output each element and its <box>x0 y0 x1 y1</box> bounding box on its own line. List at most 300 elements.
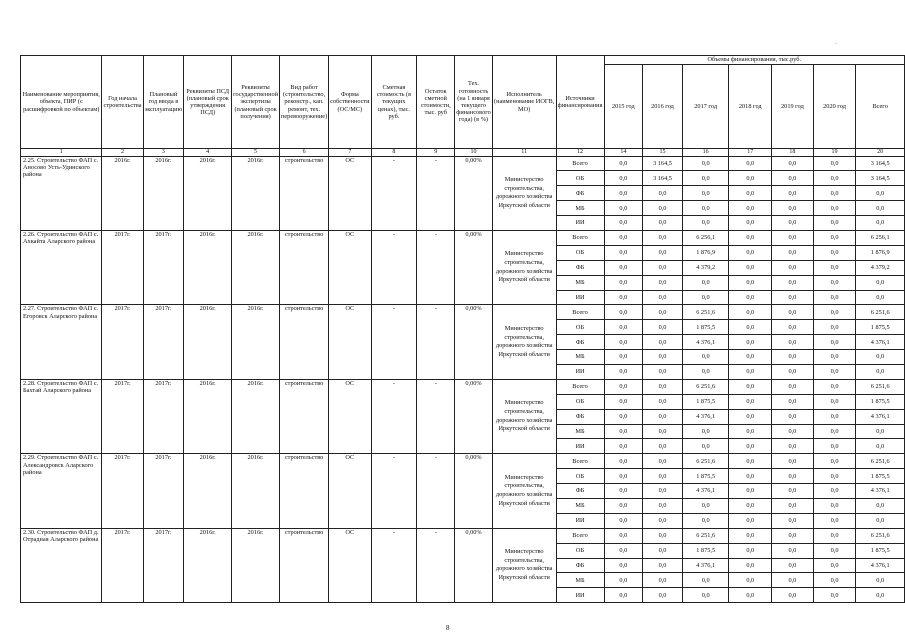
psd-date: 2016г. <box>184 528 232 602</box>
funding-source: МБ <box>556 424 604 439</box>
funding-value: 1 876,9 <box>682 245 729 260</box>
funding-value: 0,0 <box>643 513 683 528</box>
funding-value: 0,0 <box>772 201 814 216</box>
funding-value: 0,0 <box>604 558 643 573</box>
funding-value: 0,0 <box>682 439 729 454</box>
funding-value: 0,0 <box>604 260 643 275</box>
funding-value: 0,0 <box>643 424 683 439</box>
funding-value: 6 251,6 <box>856 379 905 394</box>
funding-source: ОБ <box>556 543 604 558</box>
funding-value: 0,0 <box>643 335 683 350</box>
funding-value: 0,0 <box>604 439 643 454</box>
remaining-cost: - <box>417 305 455 379</box>
work-type: строительство <box>280 156 329 230</box>
column-number: 19 <box>813 149 856 157</box>
funding-value: 0,0 <box>772 588 814 603</box>
funding-value: 4 376,1 <box>682 558 729 573</box>
funding-value: 0,0 <box>643 305 683 320</box>
column-number: 20 <box>856 149 905 157</box>
funding-value: 0,0 <box>604 394 643 409</box>
column-number: 15 <box>643 149 683 157</box>
funding-value: 1 875,5 <box>856 320 905 335</box>
funding-value: 0,0 <box>643 484 683 499</box>
header-executor: Исполнитель (наименование ИОГВ, МО) <box>492 56 556 149</box>
start-year: 2017г. <box>102 454 143 528</box>
funding-value: 0,0 <box>643 230 683 245</box>
funding-value: 0,0 <box>772 424 814 439</box>
funding-value: 0,0 <box>856 290 905 305</box>
funding-value: 0,0 <box>604 335 643 350</box>
header-commission-year: Плановый год ввода в эксплуатацию <box>143 56 184 149</box>
tech-readiness: 0,00% <box>455 528 493 602</box>
funding-value: 0,0 <box>682 498 729 513</box>
funding-source: Всего <box>556 528 604 543</box>
funding-value: 0,0 <box>813 364 856 379</box>
funding-value: 0,0 <box>813 216 856 231</box>
funding-source: Всего <box>556 379 604 394</box>
funding-value: 0,0 <box>729 498 772 513</box>
funding-value: 0,0 <box>813 439 856 454</box>
funding-value: 0,0 <box>729 454 772 469</box>
funding-value: 0,0 <box>772 469 814 484</box>
funding-value: 0,0 <box>729 305 772 320</box>
estimate-cost: - <box>371 230 417 304</box>
funding-value: 4 379,2 <box>682 260 729 275</box>
funding-source: Всего <box>556 156 604 171</box>
funding-value: 0,0 <box>604 171 643 186</box>
executor: Министерство строительства, дорожного хозяйства Иркутской области <box>492 305 556 379</box>
funding-value: 0,0 <box>772 439 814 454</box>
funding-value: 0,0 <box>813 245 856 260</box>
psd-date: 2016г. <box>184 305 232 379</box>
funding-value: 0,0 <box>729 350 772 365</box>
funding-value: 0,0 <box>856 588 905 603</box>
funding-value: 0,0 <box>643 543 683 558</box>
funding-value: 0,0 <box>856 424 905 439</box>
funding-value: 0,0 <box>604 379 643 394</box>
commission-year: 2017г. <box>143 230 184 304</box>
funding-value: 0,0 <box>729 379 772 394</box>
funding-value: 0,0 <box>813 171 856 186</box>
start-year: 2017г. <box>102 230 143 304</box>
funding-value: 0,0 <box>813 350 856 365</box>
object-name: 2.26. Строительство ФАП с. Ахкайта Аларского района <box>21 230 102 304</box>
expertise-date: 2016г. <box>232 528 280 602</box>
funding-value: 0,0 <box>604 245 643 260</box>
header-work-type: Вид работ (строительство, реконстр., кап. ремонт, тех. перевооружение) <box>280 56 329 149</box>
funding-value: 0,0 <box>813 513 856 528</box>
funding-source: МБ <box>556 573 604 588</box>
funding-value: 0,0 <box>856 275 905 290</box>
funding-value: 0,0 <box>604 498 643 513</box>
funding-value: 0,0 <box>643 588 683 603</box>
funding-value: 0,0 <box>682 573 729 588</box>
funding-value: 0,0 <box>604 364 643 379</box>
funding-value: 0,0 <box>772 305 814 320</box>
funding-source: ИИ <box>556 290 604 305</box>
work-type: строительство <box>280 528 329 602</box>
funding-value: 0,0 <box>729 156 772 171</box>
funding-value: 0,0 <box>856 439 905 454</box>
funding-value: 4 376,1 <box>856 484 905 499</box>
funding-value: 0,0 <box>643 320 683 335</box>
expertise-date: 2016г. <box>232 156 280 230</box>
funding-value: 6 256,1 <box>856 230 905 245</box>
start-year: 2017г. <box>102 528 143 602</box>
executor: Министерство строительства, дорожного хозяйства Иркутской области <box>492 528 556 602</box>
work-type: строительство <box>280 379 329 453</box>
table-row <box>21 156 905 171</box>
funding-value: 1 875,5 <box>682 394 729 409</box>
funding-value: 0,0 <box>813 528 856 543</box>
funding-source: ОБ <box>556 245 604 260</box>
remaining-cost: - <box>417 528 455 602</box>
estimate-cost: - <box>371 454 417 528</box>
executor: Министерство строительства, дорожного хозяйства Иркутской области <box>492 379 556 453</box>
funding-value: 6 251,6 <box>682 454 729 469</box>
funding-source: Всего <box>556 230 604 245</box>
funding-value: 0,0 <box>772 186 814 201</box>
object-name: 2.25. Строительство ФАП с. Аносово Усть-Удинского района <box>21 156 102 230</box>
funding-value: 0,0 <box>813 409 856 424</box>
funding-value: 0,0 <box>856 498 905 513</box>
funding-value: 0,0 <box>729 335 772 350</box>
funding-source: ОБ <box>556 394 604 409</box>
tech-readiness: 0,00% <box>455 305 493 379</box>
funding-value: 0,0 <box>729 186 772 201</box>
start-year: 2017г. <box>102 305 143 379</box>
expertise-date: 2016г. <box>232 454 280 528</box>
funding-source: ИИ <box>556 513 604 528</box>
remaining-cost: - <box>417 379 455 453</box>
funding-source: ФБ <box>556 484 604 499</box>
funding-value: 0,0 <box>813 394 856 409</box>
column-number: 8 <box>371 149 417 157</box>
estimate-cost: - <box>371 305 417 379</box>
funding-value: 0,0 <box>643 498 683 513</box>
funding-value: 0,0 <box>813 498 856 513</box>
funding-value: 0,0 <box>729 513 772 528</box>
column-number: 2 <box>102 149 143 157</box>
funding-value: 0,0 <box>813 335 856 350</box>
funding-source: МБ <box>556 498 604 513</box>
funding-value: 0,0 <box>772 335 814 350</box>
document-sheet <box>20 55 905 603</box>
funding-value: 0,0 <box>772 528 814 543</box>
funding-value: 0,0 <box>813 320 856 335</box>
funding-value: 4 376,1 <box>682 484 729 499</box>
funding-value: 0,0 <box>729 558 772 573</box>
work-type: строительство <box>280 454 329 528</box>
funding-value: 4 376,1 <box>856 335 905 350</box>
table-row <box>21 528 905 543</box>
funding-value: 0,0 <box>813 484 856 499</box>
corner-mark: · <box>835 40 838 48</box>
funding-value: 0,0 <box>729 245 772 260</box>
table-row <box>21 305 905 320</box>
funding-value: 0,0 <box>604 350 643 365</box>
funding-source: ИИ <box>556 439 604 454</box>
header-funding-group: Объемы финансирования, тыс.руб. <box>604 56 905 65</box>
header-expertise: Реквизиты государственной экспертизы (плановый срок получения) <box>232 56 280 149</box>
psd-date: 2016г. <box>184 230 232 304</box>
funding-value: 0,0 <box>729 469 772 484</box>
funding-value: 0,0 <box>813 275 856 290</box>
funding-value: 0,0 <box>682 290 729 305</box>
funding-value: 0,0 <box>604 186 643 201</box>
funding-value: 0,0 <box>643 350 683 365</box>
estimate-cost: - <box>371 528 417 602</box>
funding-value: 0,0 <box>643 394 683 409</box>
funding-value: 0,0 <box>643 260 683 275</box>
funding-value: 0,0 <box>729 216 772 231</box>
funding-value: 0,0 <box>604 454 643 469</box>
funding-value: 3 164,5 <box>856 156 905 171</box>
funding-value: 0,0 <box>729 260 772 275</box>
commission-year: 2017г. <box>143 379 184 453</box>
funding-value: 0,0 <box>682 186 729 201</box>
funding-source: ФБ <box>556 335 604 350</box>
commission-year: 2016г. <box>143 156 184 230</box>
funding-value: 0,0 <box>772 364 814 379</box>
funding-value: 0,0 <box>772 543 814 558</box>
funding-value: 0,0 <box>813 379 856 394</box>
funding-value: 1 875,5 <box>682 469 729 484</box>
funding-value: 0,0 <box>772 498 814 513</box>
column-number: 3 <box>143 149 184 157</box>
funding-value: 0,0 <box>813 588 856 603</box>
funding-value: 0,0 <box>856 513 905 528</box>
ownership-form: ОС <box>329 379 371 453</box>
funding-value: 0,0 <box>643 245 683 260</box>
funding-value: 0,0 <box>643 528 683 543</box>
funding-value: 3 164,5 <box>643 156 683 171</box>
header-year-2015: 2015 год <box>604 65 643 149</box>
funding-source: Всего <box>556 305 604 320</box>
funding-value: 3 164,5 <box>856 171 905 186</box>
funding-value: 0,0 <box>729 275 772 290</box>
funding-value: 1 875,5 <box>856 394 905 409</box>
column-number: 5 <box>232 149 280 157</box>
funding-value: 0,0 <box>604 275 643 290</box>
funding-value: 0,0 <box>682 275 729 290</box>
funding-value: 0,0 <box>604 201 643 216</box>
psd-date: 2016г. <box>184 156 232 230</box>
funding-value: 0,0 <box>813 230 856 245</box>
work-type: строительство <box>280 230 329 304</box>
funding-value: 0,0 <box>729 588 772 603</box>
funding-source: ФБ <box>556 260 604 275</box>
funding-value: 0,0 <box>772 513 814 528</box>
expertise-date: 2016г. <box>232 305 280 379</box>
funding-value: 0,0 <box>772 290 814 305</box>
funding-value: 0,0 <box>604 290 643 305</box>
ownership-form: ОС <box>329 230 371 304</box>
header-remaining: Остаток сметной стоимости, тыс. руб <box>417 56 455 149</box>
financing-table <box>20 55 905 603</box>
funding-value: 0,0 <box>772 573 814 588</box>
funding-value: 6 251,6 <box>856 454 905 469</box>
funding-value: 0,0 <box>856 216 905 231</box>
funding-value: 0,0 <box>643 409 683 424</box>
column-number: 17 <box>729 149 772 157</box>
funding-value: 0,0 <box>643 216 683 231</box>
executor: Министерство строительства, дорожного хозяйства Иркутской области <box>492 156 556 230</box>
funding-value: 0,0 <box>682 171 729 186</box>
tech-readiness: 0,00% <box>455 230 493 304</box>
funding-value: 0,0 <box>604 216 643 231</box>
funding-value: 0,0 <box>772 409 814 424</box>
funding-value: 0,0 <box>772 275 814 290</box>
funding-value: 4 376,1 <box>682 335 729 350</box>
funding-source: ОБ <box>556 469 604 484</box>
header-sources: Источники финансирования <box>556 56 604 149</box>
column-number: 14 <box>604 149 643 157</box>
estimate-cost: - <box>371 379 417 453</box>
start-year: 2016г. <box>102 156 143 230</box>
funding-value: 4 376,1 <box>856 409 905 424</box>
header-psd: Реквизиты ПСД (плановый срок утверждения ПСД) <box>184 56 232 149</box>
expertise-date: 2016г. <box>232 379 280 453</box>
funding-value: 0,0 <box>729 364 772 379</box>
column-number: 12 <box>556 149 604 157</box>
header-name: Наименование мероприятия, объекта, ПИР (с расшифровкой по объектам) <box>21 56 102 149</box>
commission-year: 2017г. <box>143 528 184 602</box>
funding-value: 0,0 <box>729 394 772 409</box>
funding-value: 0,0 <box>729 409 772 424</box>
funding-value: 4 376,1 <box>856 558 905 573</box>
funding-source: ИИ <box>556 364 604 379</box>
funding-value: 6 251,6 <box>682 305 729 320</box>
funding-source: ИИ <box>556 216 604 231</box>
funding-value: 0,0 <box>682 216 729 231</box>
funding-value: 0,0 <box>604 469 643 484</box>
executor: Министерство строительства, дорожного хозяйства Иркутской области <box>492 230 556 304</box>
commission-year: 2017г. <box>143 305 184 379</box>
funding-value: 0,0 <box>772 230 814 245</box>
funding-value: 0,0 <box>643 439 683 454</box>
header-estimate: Сметная стоимость (в текущих ценах), тыс. руб. <box>371 56 417 149</box>
funding-value: 0,0 <box>682 364 729 379</box>
funding-value: 0,0 <box>729 573 772 588</box>
object-name: 2.27. Строительство ФАП с. Егоровск Аларского района <box>21 305 102 379</box>
column-number: 9 <box>417 149 455 157</box>
funding-source: ИИ <box>556 588 604 603</box>
funding-value: 0,0 <box>643 573 683 588</box>
table-row <box>21 230 905 245</box>
header-total: Всего <box>856 65 905 149</box>
column-number: 7 <box>329 149 371 157</box>
funding-source: ФБ <box>556 558 604 573</box>
funding-value: 0,0 <box>856 201 905 216</box>
funding-value: 0,0 <box>856 573 905 588</box>
header-year-2017: 2017 год <box>682 65 729 149</box>
funding-value: 0,0 <box>682 201 729 216</box>
remaining-cost: - <box>417 230 455 304</box>
funding-value: 0,0 <box>856 350 905 365</box>
funding-value: 0,0 <box>604 528 643 543</box>
funding-value: 0,0 <box>772 171 814 186</box>
ownership-form: ОС <box>329 305 371 379</box>
funding-value: 0,0 <box>772 156 814 171</box>
funding-value: 6 256,1 <box>682 230 729 245</box>
column-number: 6 <box>280 149 329 157</box>
funding-value: 0,0 <box>643 454 683 469</box>
funding-source: Всего <box>556 454 604 469</box>
funding-source: МБ <box>556 201 604 216</box>
funding-value: 1 875,5 <box>856 543 905 558</box>
funding-value: 0,0 <box>682 588 729 603</box>
column-number: 11 <box>492 149 556 157</box>
funding-value: 0,0 <box>729 528 772 543</box>
funding-value: 6 251,6 <box>682 379 729 394</box>
funding-value: 0,0 <box>813 305 856 320</box>
funding-value: 6 251,6 <box>856 305 905 320</box>
column-number: 1 <box>21 149 102 157</box>
funding-value: 0,0 <box>643 290 683 305</box>
funding-value: 0,0 <box>813 260 856 275</box>
ownership-form: ОС <box>329 156 371 230</box>
funding-value: 1 875,5 <box>682 543 729 558</box>
funding-value: 0,0 <box>813 201 856 216</box>
column-number: 10 <box>455 149 493 157</box>
funding-value: 0,0 <box>856 186 905 201</box>
funding-value: 0,0 <box>772 379 814 394</box>
funding-source: ФБ <box>556 409 604 424</box>
funding-source: МБ <box>556 350 604 365</box>
funding-value: 0,0 <box>643 364 683 379</box>
funding-value: 0,0 <box>772 558 814 573</box>
tech-readiness: 0,00% <box>455 379 493 453</box>
psd-date: 2016г. <box>184 379 232 453</box>
funding-value: 0,0 <box>729 230 772 245</box>
funding-value: 0,0 <box>604 409 643 424</box>
table-row <box>21 454 905 469</box>
funding-value: 0,0 <box>729 320 772 335</box>
funding-value: 0,0 <box>604 230 643 245</box>
start-year: 2017г. <box>102 379 143 453</box>
header-year-2019: 2019 год <box>772 65 814 149</box>
funding-value: 0,0 <box>813 543 856 558</box>
funding-value: 1 875,5 <box>682 320 729 335</box>
funding-value: 0,0 <box>729 201 772 216</box>
funding-value: 0,0 <box>813 454 856 469</box>
funding-value: 0,0 <box>729 543 772 558</box>
funding-value: 0,0 <box>772 350 814 365</box>
funding-value: 0,0 <box>813 156 856 171</box>
funding-value: 0,0 <box>604 484 643 499</box>
column-number-row <box>21 149 905 157</box>
funding-value: 1 876,9 <box>856 245 905 260</box>
funding-value: 0,0 <box>729 171 772 186</box>
ownership-form: ОС <box>329 528 371 602</box>
expertise-date: 2016г. <box>232 230 280 304</box>
work-type: строительство <box>280 305 329 379</box>
column-number: 16 <box>682 149 729 157</box>
funding-value: 3 164,5 <box>643 171 683 186</box>
funding-value: 0,0 <box>643 379 683 394</box>
funding-value: 0,0 <box>682 513 729 528</box>
table-row <box>21 379 905 394</box>
funding-value: 0,0 <box>682 156 729 171</box>
object-name: 2.29. Строительство ФАП с. Александровск Аларского района <box>21 454 102 528</box>
funding-value: 4 376,1 <box>682 409 729 424</box>
funding-source: МБ <box>556 275 604 290</box>
funding-value: 0,0 <box>813 186 856 201</box>
funding-value: 0,0 <box>604 320 643 335</box>
funding-value: 0,0 <box>682 424 729 439</box>
funding-value: 0,0 <box>729 484 772 499</box>
